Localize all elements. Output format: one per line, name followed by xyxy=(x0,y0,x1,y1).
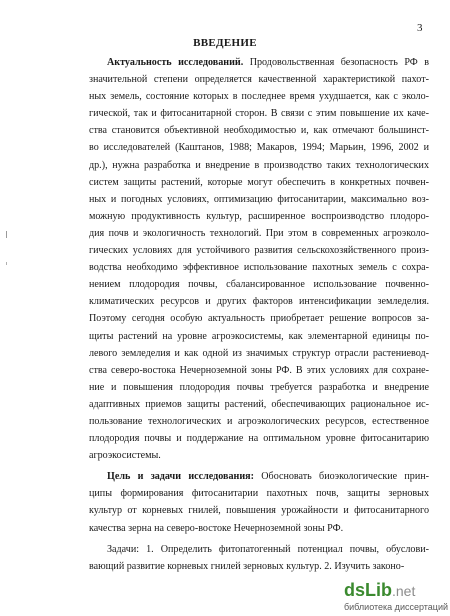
text-line: климатических ресурсов и других факторов интенсификации земледелия. xyxy=(89,296,429,308)
text-line: гической, так и фитосанитарной сторон. В связи с этим повышение их каче- xyxy=(89,108,429,120)
watermark xyxy=(344,578,450,616)
text-line: качества зерна на северо-востоке Нечерноземной зоны РФ. xyxy=(89,522,344,534)
text-line: во исследователей (Каштанов, 1988; Макаров, 1994; Марьин, 1996, 2002 и xyxy=(89,142,429,154)
margin-mark xyxy=(6,231,10,238)
text-line: ства становится объективной необходимостью и, как отмечают большинст- xyxy=(89,125,429,137)
paragraph-text: Определить фитопатогенный потенциал почвы, обуслови- xyxy=(153,543,429,555)
margin-mark xyxy=(6,262,10,265)
text-line: др.), нужна разработка и внедрение в производство таких технологических xyxy=(89,159,429,171)
text-line: Поэтому сегодня особую актуальность приобретает решение вопросов за- xyxy=(89,313,429,325)
text-line: ние и повышения плодородия почвы требуется разработка и внедрение xyxy=(89,381,429,393)
paragraph-text: Продовольственная безопасность РФ в xyxy=(243,57,429,68)
text-line: пользование технологических и агроэкологических ресурсов, естественное xyxy=(89,415,429,427)
text-line: водства необходимо эффективное использование пахотных земель с сохра- xyxy=(89,262,429,274)
text-line: гических условиях для устойчивого развития сельскохозяйственного произ- xyxy=(89,245,429,257)
text-line: левого земледелия и как одной из значимых структур отрасли растениевод- xyxy=(89,347,429,359)
text-line: дия почв и экологичность технологий. При этом в современных агроэколо- xyxy=(89,227,429,239)
text-line: систем защиты растений, которые могут обеспечить в конкретных почвен- xyxy=(89,176,429,188)
watermark-caption: библиотека диссертаций xyxy=(344,602,449,612)
text-line: ства северо-востока Нечерноземной зоны РФ. В этих условиях для сохране- xyxy=(89,364,429,376)
page-heading: ВВЕДЕНИЕ xyxy=(193,37,257,49)
text-line: нением плодородия почвы, сбалансированное использование почвенно- xyxy=(89,279,429,291)
text-line: агроэкосистемы. xyxy=(89,450,161,462)
text-line: щиты растений на уровне агроэкосистемы, как элементарной единицы по- xyxy=(89,330,429,342)
text-line: ципы формирования фитосанитарии пахотных почв, защиты зерновых xyxy=(89,488,429,500)
text-line: вающий развитие корневых гнилей зерновых культур. 2. Изучить законо- xyxy=(89,560,405,572)
text-line: плодородия почвы и поддержание на оптимальном уровне фитосанитарию xyxy=(89,433,429,445)
watermark-logo-text: dsLib xyxy=(344,580,392,600)
paragraph-lead: Задачи: 1. xyxy=(107,543,154,555)
page-number: 3 xyxy=(417,22,423,34)
paragraph-lead: Актуальность исследований. xyxy=(107,57,244,68)
text-line: культур от корневых гнилей, повышения урожайности и фитосанитарного xyxy=(89,505,429,517)
paragraph-first-line xyxy=(89,54,429,71)
text-line: значительной степени определяется качественной характеристикой пахот- xyxy=(89,74,429,86)
watermark-logo xyxy=(344,580,415,601)
text-line: можную продуктивность культур, расширенное воспроизводство плодоро- xyxy=(89,210,429,222)
paragraph-first-line xyxy=(89,468,429,485)
document-body xyxy=(89,54,429,575)
paragraph-first-line xyxy=(89,541,429,558)
paragraph-lead: Цель и задачи исследования: xyxy=(107,471,254,483)
watermark-logo-suffix: .net xyxy=(392,583,416,599)
text-line: ных земель, состояние которых в последнее время ухудшается, как с эколо- xyxy=(89,91,429,103)
paragraph-text: Обосновать биоэкологические прин- xyxy=(253,471,429,483)
text-line: адаптивных приемов защиты растений, обеспечивающих рациональное ис- xyxy=(89,398,429,410)
text-line: ных и погодных условиях, оптимизацию фитосанитарии, максимально воз- xyxy=(89,193,429,205)
